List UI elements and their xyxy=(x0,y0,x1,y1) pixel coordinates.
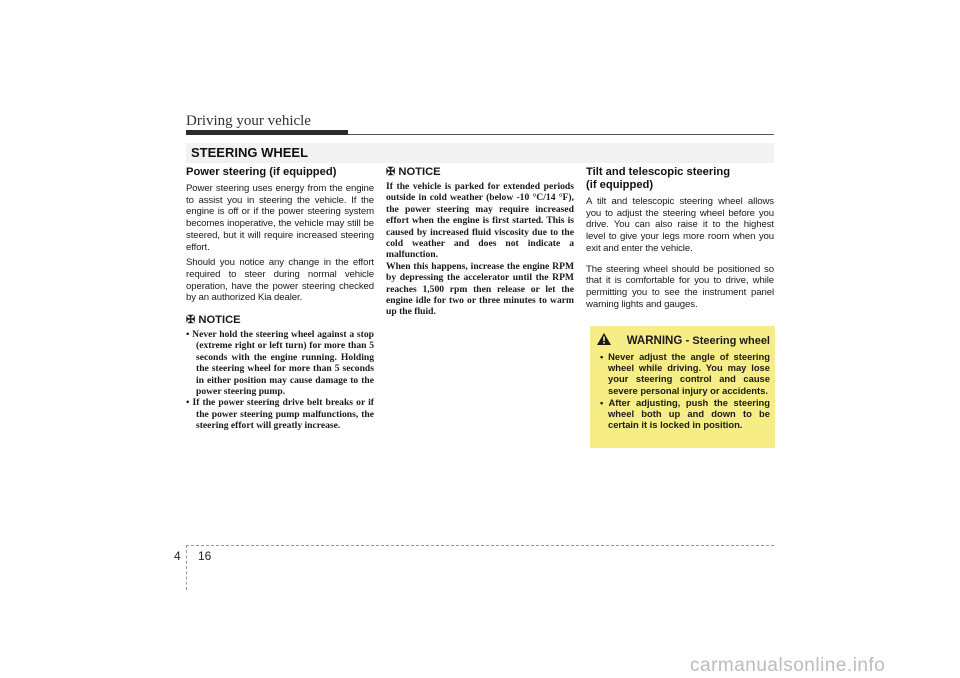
power-steering-heading: Power steering (if equipped) xyxy=(186,166,337,178)
notice-item: • Never hold the steering wheel against a stop (extreme right or left turn) for more than 5 seconds with the engine running. Holding the steering wheel for more than 5 seconds in either position may cause damage to the power steering pump. xyxy=(186,329,374,398)
warning-item: • Never adjust the angle of steering wheel while driving. You may lose your steering control and cause severe personal injury or accidents. xyxy=(600,351,770,396)
section-title: STEERING WHEEL xyxy=(191,145,309,160)
cold-weather-para-1: If the vehicle is parked for extended periods outside in cold weather (below -10 °C/14 °F), the power steering may require increased effort when the engine is first started. This is caused by increased fluid viscosity due to the cold weather and does not indicate a malfunction. xyxy=(386,181,574,261)
chapter-number: 4 xyxy=(174,549,181,563)
cross-star-icon: ✠ xyxy=(186,314,196,327)
warning-list xyxy=(598,351,770,431)
watermark: carmanualsonline.info xyxy=(690,655,886,676)
warning-item: • After adjusting, push the steering wheel both up and down to be certain it is locked in position. xyxy=(600,396,770,431)
cold-weather-para-2: When this happens, increase the engine RPM by depressing the accelerator until the RPM reaches 1,500 rpm then release or let the engine idle for two or three minutes to warm up the fluid. xyxy=(386,260,574,318)
notice-item: • If the power steering drive belt breaks or if the power steering pump malfunctions, the steering effort will greatly increase. xyxy=(186,397,374,432)
power-steering-para-1: Power steering uses energy from the engine to assist you in steering the vehicle. If the engine is off or if the power steering system becomes inoperative, the vehicle may still be steered, but it will require increased steering effort. xyxy=(186,183,374,253)
notice-heading-label: NOTICE xyxy=(398,166,441,178)
tilt-para-1: A tilt and telescopic steering wheel allows you to adjust the steering wheel before you drive. You can also raise it to the highest level to give your legs more room when you exit and enter the vehicle. xyxy=(586,196,774,254)
tilt-heading-line-1: Tilt and telescopic steering xyxy=(586,166,731,178)
power-steering-para-2: Should you notice any change in the effort required to steer during normal vehicle operation, have the power steering checked by an authorized Kia dealer. xyxy=(186,257,374,304)
warning-label: WARNING - xyxy=(626,335,690,347)
header-rule xyxy=(348,134,774,135)
cross-star-icon: ✠ xyxy=(386,166,396,178)
column-power-steering xyxy=(186,166,374,432)
header-accent-bar xyxy=(186,130,348,135)
notice-heading-label: NOTICE xyxy=(198,314,241,327)
column-cold-weather-notice xyxy=(386,166,574,318)
notice-list xyxy=(186,329,374,432)
page-number: 16 xyxy=(198,549,212,563)
footer-divider xyxy=(186,545,187,590)
warning-subject: Steering wheel xyxy=(689,335,770,347)
notice-heading xyxy=(186,314,374,327)
warning-title xyxy=(598,334,770,348)
column-tilt-telescopic xyxy=(586,166,774,310)
tilt-telescopic-heading xyxy=(586,166,774,192)
footer-rule xyxy=(186,545,774,546)
notice-heading xyxy=(386,166,574,179)
tilt-para-2: The steering wheel should be positioned so that it is comfortable for you to drive, while permitting you to see the instrument panel warning lights and gauges. xyxy=(586,263,774,310)
tilt-heading-line-2: (if equipped) xyxy=(586,179,654,191)
page-header-title: Driving your vehicle xyxy=(186,113,311,129)
warning-box xyxy=(590,326,775,448)
